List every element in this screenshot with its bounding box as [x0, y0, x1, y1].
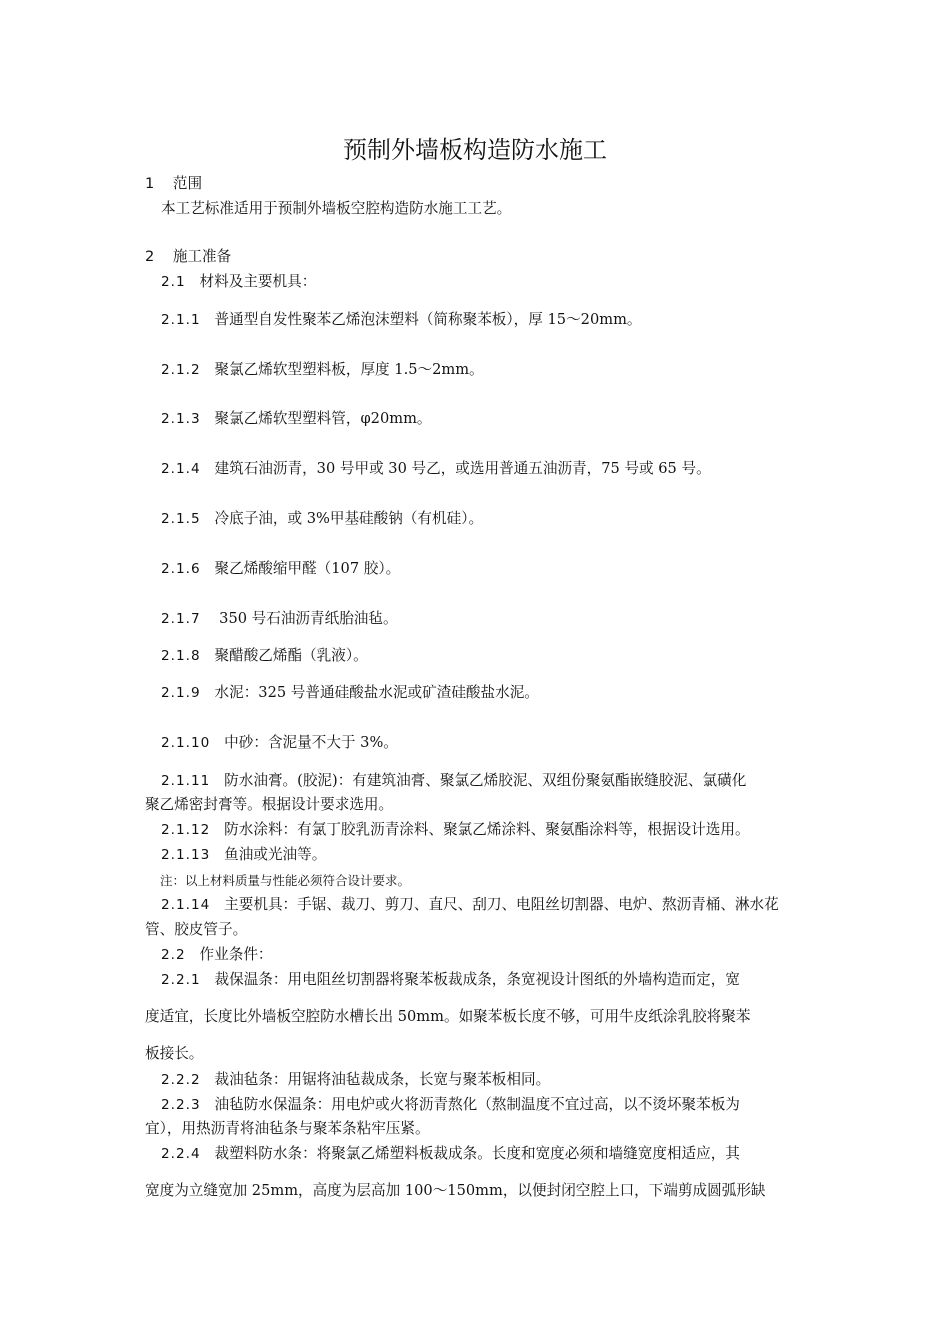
item-number: 2.2.4 — [161, 1146, 201, 1162]
item-text: 建筑石油沥青，30 号甲或 30 号乙，或选用普通五油沥青，75 号或 65 号。 — [214, 460, 711, 477]
item-text: 聚氯乙烯软型塑料管，φ20mm。 — [214, 410, 432, 427]
section-title: 施工准备 — [172, 248, 232, 265]
item-text: 水泥：325 号普通硅酸盐水泥或矿渣硅酸盐水泥。 — [214, 684, 539, 701]
subsection-2-2 — [161, 945, 273, 965]
item-text: 聚氯乙烯软型塑料板，厚度 1.5～2mm。 — [214, 361, 484, 378]
subsection-number: 2.2 — [161, 947, 186, 963]
item-number: 2.1.14 — [161, 897, 211, 913]
item-text: 鱼油或光油等。 — [224, 846, 327, 863]
item-text: 防水油膏。(胶泥)：有建筑油膏、聚氯乙烯胶泥、双组份聚氨酯嵌缝胶泥、氯磺化 — [224, 772, 747, 789]
item-text: 普通型自发性聚苯乙烯泡沫塑料（简称聚苯板），厚 15～20mm。 — [214, 311, 642, 328]
list-item — [161, 409, 432, 429]
list-item — [161, 509, 483, 529]
item-text: 冷底子油，或 3%甲基硅酸钠（有机硅）。 — [214, 510, 484, 527]
subsection-2-1 — [161, 272, 316, 292]
item-number: 2.1.3 — [161, 411, 201, 427]
item-number: 2.2.2 — [161, 1072, 201, 1088]
list-item — [161, 609, 398, 629]
item-number: 2.1.1 — [161, 312, 201, 328]
list-item — [161, 646, 368, 666]
list-item-2-2-3-line-1 — [161, 1095, 740, 1115]
section-1-text: 本工艺标准适用于预制外墙板空腔构造防水施工工艺。 — [161, 200, 512, 217]
item-text: 裁油毡条：用锯将油毡裁成条，长宽与聚苯板相同。 — [214, 1071, 551, 1088]
item-number: 2.1.5 — [161, 511, 201, 527]
section-title: 范围 — [172, 175, 203, 192]
item-number: 2.1.9 — [161, 685, 201, 701]
list-item-2-1-11-line-1 — [161, 771, 746, 791]
item-text: 聚乙烯酸缩甲醛（107 胶）。 — [214, 560, 401, 577]
list-item-2-1-11-line-2: 聚乙烯密封膏等。根据设计要求选用。 — [145, 796, 394, 813]
item-number: 2.2.1 — [161, 972, 201, 988]
list-item-2-2-1-line-3: 板接长。 — [145, 1045, 204, 1062]
subsection-text: 材料及主要机具： — [199, 273, 317, 290]
list-item — [161, 733, 398, 753]
item-number: 2.1.10 — [161, 735, 211, 751]
section-2-heading — [145, 247, 231, 267]
list-item — [161, 683, 539, 703]
item-number: 2.1.8 — [161, 648, 201, 664]
subsection-text: 作业条件： — [199, 946, 273, 963]
item-number: 2.1.4 — [161, 461, 201, 477]
item-text: 中砂：含泥量不大于 3%。 — [224, 734, 398, 751]
item-text: 油毡防水保温条：用电炉或火将沥青熬化（熬制温度不宜过高，以不烫坏聚苯板为 — [214, 1096, 740, 1113]
list-item — [161, 360, 484, 380]
item-text: 裁塑料防水条：将聚氯乙烯塑料板裁成条。长度和宽度必须和墙缝宽度相适应，其 — [214, 1145, 740, 1162]
list-item — [161, 559, 400, 579]
list-item-2-1-13 — [161, 845, 326, 865]
list-item-2-2-3-line-2: 宜），用热沥青将油毡条与聚苯条粘牢压紧。 — [145, 1120, 430, 1137]
item-number: 2.1.13 — [161, 847, 211, 863]
list-item-2-2-4-line-2: 宽度为立缝宽加 25mm，高度为层高加 100～150mm，以便封闭空腔上口，下端剪成圆弧形缺 — [145, 1182, 766, 1199]
item-text: 裁保温条：用电阻丝切割器将聚苯板裁成条，条宽视设计图纸的外墙构造而定，宽 — [214, 971, 740, 988]
list-item-2-2-1-line-1 — [161, 970, 740, 990]
item-number: 2.1.6 — [161, 561, 201, 577]
subsection-number: 2.1 — [161, 274, 186, 290]
list-item — [161, 310, 642, 330]
item-text: 350 号石油沥青纸胎油毡。 — [214, 610, 398, 627]
page-title: 预制外墙板构造防水施工 — [343, 136, 607, 164]
item-number: 2.1.2 — [161, 362, 201, 378]
item-text: 主要机具：手锯、裁刀、剪刀、直尺、刮刀、电阻丝切割器、电炉、熬沥青桶、淋水花 — [224, 896, 779, 913]
list-item-2-2-2 — [161, 1070, 550, 1090]
list-item-2-1-14-line-2: 管、胶皮管子。 — [145, 921, 248, 938]
item-text: 聚醋酸乙烯酯（乳液）。 — [214, 647, 368, 664]
list-item — [161, 459, 711, 479]
section-1-heading — [145, 174, 202, 194]
section-number: 2 — [145, 248, 155, 265]
item-text: 防水涂料：有氯丁胶乳沥青涂料、聚氯乙烯涂料、聚氨酯涂料等，根据设计选用。 — [224, 821, 750, 838]
list-item-2-1-12 — [161, 820, 750, 840]
item-number: 2.1.7 — [161, 611, 201, 627]
list-item-2-1-14-line-1 — [161, 895, 779, 915]
item-number: 2.1.11 — [161, 773, 211, 789]
item-number: 2.2.3 — [161, 1097, 201, 1113]
item-number: 2.1.12 — [161, 822, 211, 838]
list-item-2-2-4-line-1 — [161, 1144, 740, 1164]
materials-note: 注：以上材料质量与性能必须符合设计要求。 — [160, 873, 411, 888]
section-number: 1 — [145, 175, 155, 192]
list-item-2-2-1-line-2: 度适宜，长度比外墙板空腔防水槽长出 50mm。如聚苯板长度不够，可用牛皮纸涂乳胶将聚苯 — [145, 1008, 751, 1025]
